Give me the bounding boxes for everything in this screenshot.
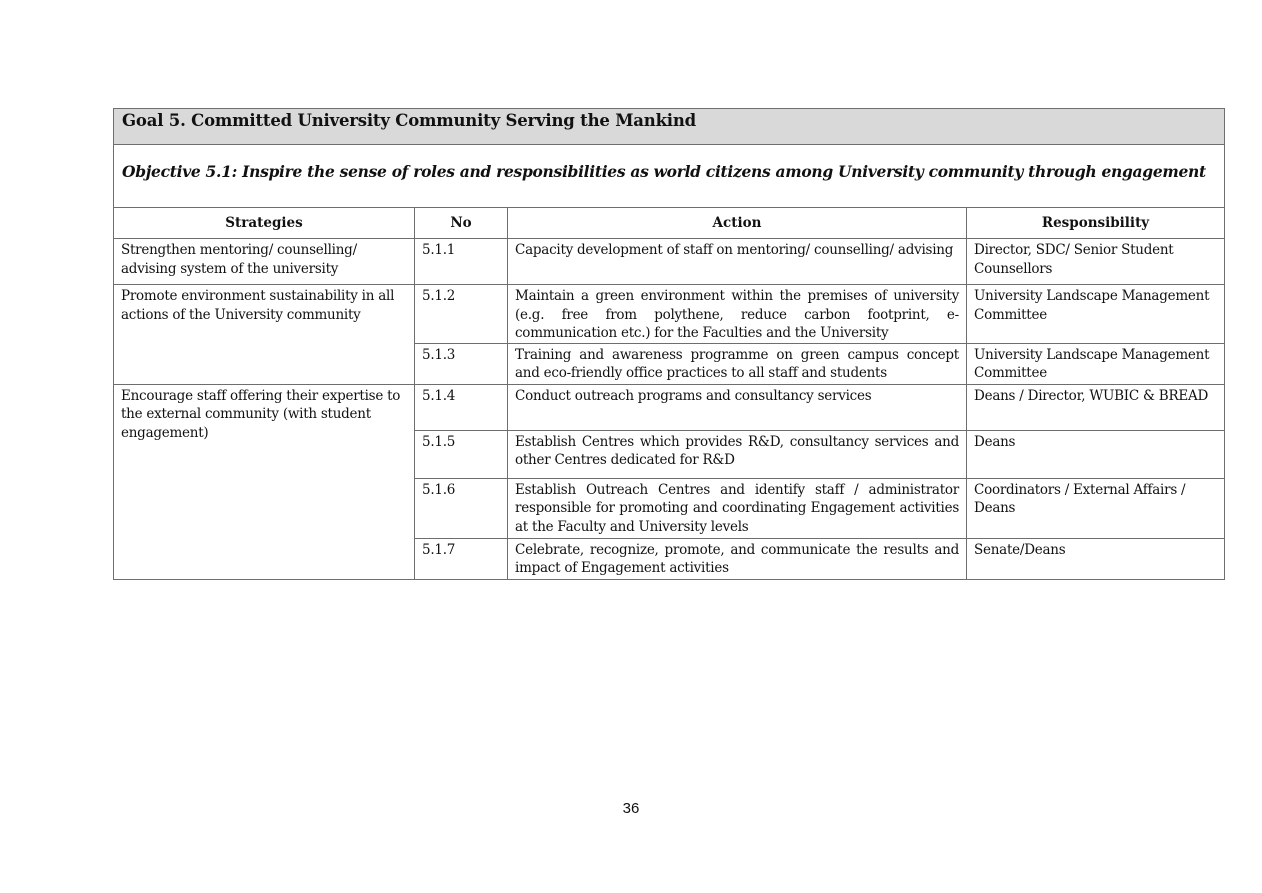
responsibility-cell: Deans / Director, WUBIC & BREAD	[967, 384, 1225, 430]
action-cell: Capacity development of staff on mentoring/ counselling/ advising	[508, 239, 967, 285]
column-header-no: No	[415, 208, 508, 239]
responsibility-cell: University Landscape Management Committee	[967, 343, 1225, 384]
number-cell: 5.1.2	[415, 285, 508, 344]
column-header-strategies: Strategies	[114, 208, 415, 239]
responsibility-cell: Senate/Deans	[967, 538, 1225, 579]
number-cell: 5.1.4	[415, 384, 508, 430]
responsibility-cell: Director, SDC/ Senior Student Counsellors	[967, 239, 1225, 285]
number-cell: 5.1.1	[415, 239, 508, 285]
objective-text: Inspire the sense of roles and responsibilities as world citizens among University community through engagement	[242, 162, 1206, 181]
objective-label: Objective 5.1:	[122, 162, 238, 181]
responsibility-cell: Deans	[967, 430, 1225, 478]
column-header-responsibility: Responsibility	[967, 208, 1225, 239]
column-header-row	[114, 208, 1225, 239]
responsibility-cell: Coordinators / External Affairs / Deans	[967, 478, 1225, 538]
goal-action-plan-table	[113, 108, 1225, 580]
action-cell: Maintain a green environment within the premises of university (e.g. free from polythene, reduce carbon footprint, e-communication etc.) for the Faculties and the University	[508, 285, 967, 344]
responsibility-cell: University Landscape Management Committee	[967, 285, 1225, 344]
goal-row	[114, 109, 1225, 145]
table-row	[114, 285, 1225, 344]
action-cell: Celebrate, recognize, promote, and communicate the results and impact of Engagement activities	[508, 538, 967, 579]
objective-row	[114, 145, 1225, 208]
table-row	[114, 384, 1225, 430]
number-cell: 5.1.6	[415, 478, 508, 538]
action-cell: Conduct outreach programs and consultancy services	[508, 384, 967, 430]
number-cell: 5.1.7	[415, 538, 508, 579]
strategy-cell: Promote environment sustainability in all actions of the University community	[114, 285, 415, 385]
strategy-cell: Strengthen mentoring/ counselling/ advising system of the university	[114, 239, 415, 285]
objective-heading	[114, 145, 1225, 208]
action-cell: Training and awareness programme on green campus concept and eco-friendly office practices to all staff and students	[508, 343, 967, 384]
table-row	[114, 239, 1225, 285]
column-header-action: Action	[508, 208, 967, 239]
number-cell: 5.1.5	[415, 430, 508, 478]
goal-title: Goal 5. Committed University Community Serving the Mankind	[114, 109, 1225, 145]
action-cell: Establish Outreach Centres and identify staff / administrator responsible for promoting and coordinating Engagement activities at the Faculty and University levels	[508, 478, 967, 538]
action-cell: Establish Centres which provides R&D, consultancy services and other Centres dedicated for R&D	[508, 430, 967, 478]
number-cell: 5.1.3	[415, 343, 508, 384]
strategy-cell: Encourage staff offering their expertise to the external community (with student engagement)	[114, 384, 415, 579]
page-number: 36	[622, 800, 640, 817]
